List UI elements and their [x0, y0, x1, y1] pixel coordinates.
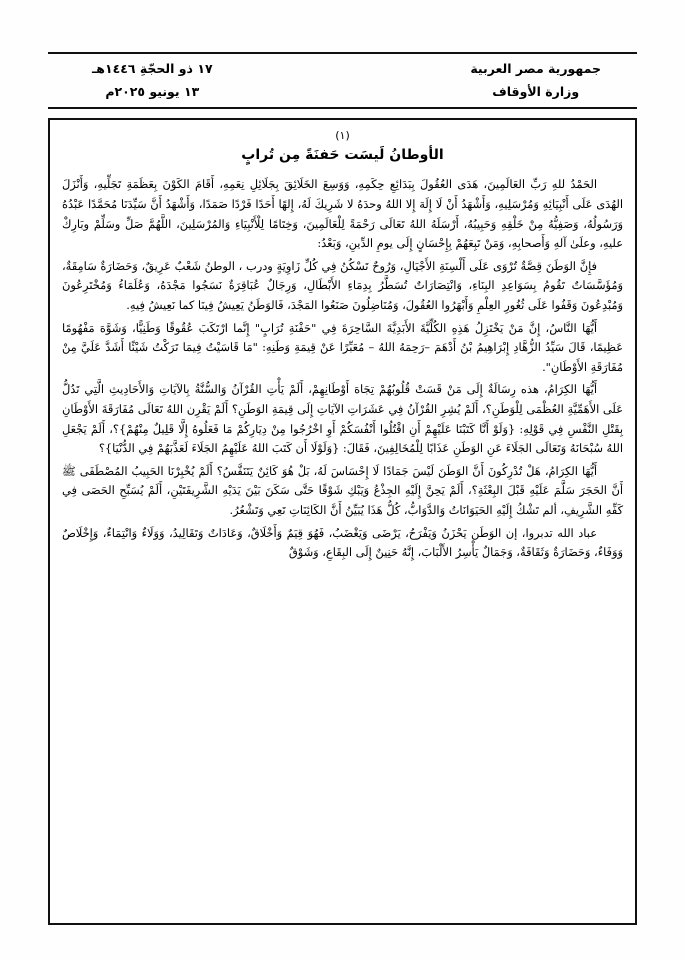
- document-header: [48, 52, 637, 109]
- paragraph-prophetic-signs: أَيُّهَا الكِرَامُ، هَلْ تُدْرِكُونَ أَنَّ الوَطَنَ لَيْسَ جَمَادًا لَا إِحْسَاسَ لَهُ، بَلْ هُوَ كَائِنٌ يَتَنَفَّسُ؟ أَلَمْ يُخْبِرْنَا الحَبِيبُ المُصْطَفَى ﷺ أَنَّ الحَجَرَ سَلَّمَ عَلَيْهِ قَبْلَ البِعْثَةِ؟، أَلَمْ يَحِنَّ إِلَيْهِ الجِذْعُ وَيَبْكِ شَوْقًا حَتَّى سَكَنَ بَيْنَ يَدَيْهِ الشَّرِيفَتَيْنِ، أَلَمْ يُسَبِّحِ الحَصَى فِي كَفِّهِ الشَّرِيفِ، ألم تَشْكُ إِلَيْهِ الحَيَوَانَاتُ وَالدَّوَابُّ، كُلُّ هَذَا يُبَيِّنُ أَنَّ الكَائِنَاتِ تَعِي وَتَشْعُرُ.: [62, 463, 623, 518]
- paragraph-closing-reflection: عباد الله تدبروا، إن الوَطَن يَحْزَنُ وَيَفْرَحُ، يَرْضَى وَيَغْضَبُ، فَهُوَ قِيَمٌ وَأَخْلَاقٌ، وَعَادَاتٌ وَتَقَالِيدُ، وَوَلَاءٌ وَانْتِمَاءٌ، وَإِخْلَاصٌ وَوَفَاءٌ، وَحَضَارَةٌ وَثَقَافَةٌ، وَجَمَالٌ يَأْسِرُ الأَلْبَابَ، إِنَّهُ حَنِينٌ إِلَى البِقَاعِ، وَشَوْقٌ: [62, 525, 623, 560]
- paragraph-praise: الحَمْدُ للهِ رَبِّ العَالَمِينَ، هَدَى العُقُولَ بِبَدَائِعِ حِكَمِهِ، وَوَسِعَ الخَلَائِقَ بِجَلَائِلِ نِعَمِهِ، أَقَامَ الكَوْنَ بِعَظَمَةِ تَجَلِّيهِ، وَأَنْزَلَ الهُدَى عَلَى أَنْبِيَائِهِ وَمُرْسَلِيهِ، وَأَشْهَدُ أَنْ لَا إِلَهَ إِلا اللهُ وحدَهُ لا شَرِيكَ لَهُ، إِلهًا أَحَدًا فَرْدًا صَمَدًا، وَأَشْهَدُ أَنَّ سَيِّدَنَا مُحَمَّدًا عَبْدُهُ وَرَسُولُهُ، وَصَفِيُّهُ مِنْ خَلْقِهِ وَحَبِيبُهُ، أَرْسَلَهُ اللهُ تَعَالَى رَحْمَةً لِلْعَالَمِينَ، وَخِتَامًا لِلْأَنْبِيَاءِ وَالمُرْسَلِينَ، اللَّهُمَّ صَلِّ وسَلِّمْ وبَارِكْ عليهِ، وعلَىٰ آلهِ وَأَصحابِهِ، وَمَنْ تَبِعَهُمْ بِإِحْسَانٍ إِلَى يومِ الدِّينِ، وَبَعْدُ:: [62, 177, 623, 251]
- header-ministry-name: وزارة الأوقاف: [492, 83, 580, 99]
- paragraph-homeland-definition: فإِنَّ الوَطَنَ قِصَّةٌ تُرْوَى عَلَى أَلْسِنَةِ الأَجْيَالِ، وَرُوحٌ تَسْكُنُ فِي كُلِّ زَاوِيَةٍ ودرب ، الوطنُ شَعْبٌ عَرِيقٌ، وَحَضَارَةٌ سَامِقَةٌ، وَمُؤَسَّسَاتٌ تَقُومُ بِسَوَاعِدِ البِنَاءِ، وَانْتِصَارَاتٌ تُسَطَّرُ بِدِمَاءِ الأَبْطَالِ، وَرِجَالٌ عُبَاقِرَةٌ نَسَجُوا مَجْدَهُ، وَعُلَمَاءُ وَمُخْتَرِعُونَ وَمُبْدِعُونَ وَقَفُوا عَلَى ثُغُورِ العِلْمِ وَأَبْهَرُوا العُقُولَ، وَمُنَاضِلُونَ صَنَعُوا المَجْدَ، فَالوَطَنُ يَعِيشُ فِينَا كما نَعِيشُ فِيهِ.: [62, 258, 623, 312]
- page-title: الأوطانُ لَيسَت حَفنَةً مِن تُرابٍ: [241, 147, 444, 164]
- header-date-block: [48, 61, 213, 99]
- document-content-box: [48, 118, 637, 925]
- header-ministry-block: [470, 61, 637, 99]
- header-country-name: جمهورية مصر العربية: [470, 61, 601, 76]
- paragraph-address-people: أَيُّهَا النَّاسُ، إِنَّ مَنْ يَخْتَزِلُ هَذِهِ الكُلِّيَّةَ الأَبَدِيَّةَ السَّاحِرَةَ فِي "حَفْنَةِ تُرَابٍ" إِنَّما ارْتَكَبَ عُقُوقًا وَطَنِيًّا، وَشَوَّهَ مَفْهُومًا عَظِيمًا، قَالَ سَيِّدُ الزُّهَّادِ إِبْرَاهِيمُ بْنُ أَدْهَمَ –رَحِمَهُ اللهُ – مُعَبِّرًا عَنْ قِيمَةِ وَطَنِهِ: "مَا قَاسَيْتُ فِيمَا تَرَكْتُ شَيْئًا أَشَدَّ عَلَيَّ مِنْ مُفَارَقَةِ الأَوْطَانِ".: [62, 320, 623, 374]
- header-gregorian-date: ١٣ يونيو ٢٠٢٥م: [105, 83, 200, 99]
- page-number: (١): [335, 129, 350, 142]
- header-hijri-date: ١٧ ذو الحجّةِ ١٤٤٦هـ: [92, 61, 213, 76]
- paragraph-quran-evidence: أَيُّهَا الكِرَامُ، هذه رِسَالَةٌ إِلَى مَنْ قَسَتْ قُلُوبُهُمْ تِجَاهَ أَوْطَانِهِمْ، أَلَمْ يَأْتِ القُرْآنُ وَالسُّنَّةُ بِالآيَاتِ وَالأَحَادِيثِ الَّتِي تَدُلُّ عَلَى الأَهَمِّيَّةِ العُظْمَى لِلْوَطَنِ؟، أَلَمْ يُشِرِ القُرْآنُ فِي عَشَرَاتِ الآيَاتِ إِلَى قِيمَةِ الوَطَنِ؟ أَلَمْ يَقْرِن اللهُ تَعَالَى مُفَارَقَةَ الأَوْطَانِ بِقَتْلِ النَّفْسِ فِي قَوْلِهِ: {وَلَوْ أَنَّا كَتَبْنَا عَلَيْهِمْ أَنِ اقْتُلُوا أَنْفُسَكُمْ أَوِ اخْرُجُوا مِنْ دِيَارِكُمْ مَا فَعَلُوهُ إِلَّا قَلِيلٌ مِنْهُمْ}؟، أَلَمْ يَجْعَلِ اللهُ سُبْحَانَهُ وَتَعَالَى الجَلَاءَ عَنِ الوَطَنِ عَذَابًا لِلْمُخَالِفِينَ، فَقَالَ: {وَلَوْلَا أَن كَتَبَ اللهُ عَلَيْهِمُ الجَلَاءَ لَعَذَّبَهُمْ فِي الدُّنْيَا}؟: [62, 382, 623, 456]
